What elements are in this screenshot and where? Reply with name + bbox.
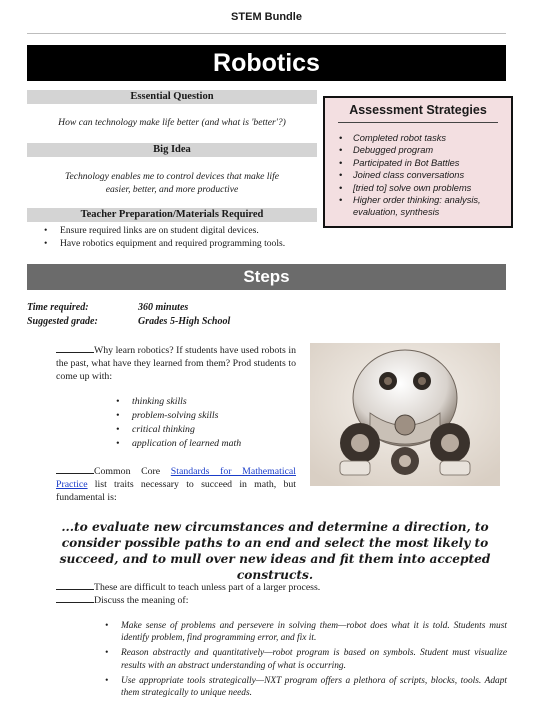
time-value: 360 minutes <box>138 302 189 313</box>
common-core-text-after: list traits necessary to succeed in math, but fundamental is: <box>56 479 296 503</box>
discuss-paragraph <box>56 593 486 607</box>
list-item: • Ensure required links are on student digital devices. <box>40 224 340 237</box>
list-item: • problem-solving skills <box>112 409 312 423</box>
common-core-paragraph <box>56 464 296 504</box>
grade-value: Grades 5-High School <box>138 316 231 327</box>
difficult-text: These are difficult to teach unless part of a larger process. <box>94 582 321 593</box>
checkbox-blank <box>56 464 94 474</box>
assessment-list <box>335 132 510 219</box>
teacher-prep-label: Teacher Preparation/Materials Required <box>27 208 317 222</box>
why-paragraph <box>56 343 296 383</box>
page-title: Robotics <box>27 45 506 81</box>
common-core-text-before: Common Core <box>94 466 171 477</box>
difficult-paragraph <box>56 580 486 594</box>
list-item: • Joined class conversations <box>335 169 510 181</box>
time-label: Time required: <box>27 302 89 313</box>
standards-link[interactable]: Standards for Mathematical Practice <box>56 466 296 490</box>
big-idea-line1: Technology enables me to control devices that make life <box>64 171 280 182</box>
list-item: • Reason abstractly and quantitatively—robot program is based on symbols. Student must visualize results with an abstract understanding of what is occurring. <box>105 647 507 671</box>
list-item: • [tried to] solve own problems <box>335 182 510 194</box>
big-idea-line2: easier, better, and more productive <box>105 184 239 195</box>
assessment-divider <box>338 122 498 123</box>
list-item: • Higher order thinking: analysis, evaluation, synthesis <box>335 194 510 219</box>
list-item: • Have robotics equipment and required programming tools. <box>40 237 340 250</box>
assessment-title: Assessment Strategies <box>349 103 487 117</box>
why-text: Why learn robotics? If students have used robots in the past, what have they learned from them? Prod students to come up with: <box>56 345 296 382</box>
list-item: • thinking skills <box>112 395 312 409</box>
checkbox-blank <box>56 593 94 603</box>
standards-quote: ...to evaluate new circumstances and determine a direction, to consider possible paths to an end and select the most likely to succeed, and to mull over new ideas and fit them into accepted constructs. <box>59 520 491 582</box>
list-item: • Debugged program <box>335 144 510 156</box>
grade-label: Suggested grade: <box>27 316 98 327</box>
steps-heading: Steps <box>27 264 506 290</box>
list-item: • Make sense of problems and persevere in solving them—robot does what it is told. Students must identify problem, find programming error, and fix it. <box>105 620 507 644</box>
list-item: • Participated in Bot Battles <box>335 157 510 169</box>
discuss-text: Discuss the meaning of: <box>94 595 189 606</box>
assessment-box <box>323 96 513 228</box>
teacher-prep-list <box>40 224 340 250</box>
checkbox-blank <box>56 580 94 590</box>
list-item: • application of learned math <box>112 437 312 451</box>
checkbox-blank <box>56 343 94 353</box>
list-item: • critical thinking <box>112 423 312 437</box>
essential-question-label: Essential Question <box>27 90 317 104</box>
header-divider <box>27 33 506 34</box>
essential-question-text: How can technology make life better (and what is 'better'?) <box>58 117 286 128</box>
big-idea-label: Big Idea <box>27 143 317 157</box>
robot-illustration <box>310 343 500 486</box>
robot-photo <box>310 343 500 486</box>
list-item: • Use appropriate tools strategically—NXT program offers a plethora of scripts, blocks, tools. Adapt them strategically to unique needs. <box>105 675 507 699</box>
list-item: • Completed robot tasks <box>335 132 510 144</box>
discuss-list <box>105 620 507 702</box>
header-title: STEM Bundle <box>231 11 302 23</box>
skills-list <box>112 395 312 451</box>
